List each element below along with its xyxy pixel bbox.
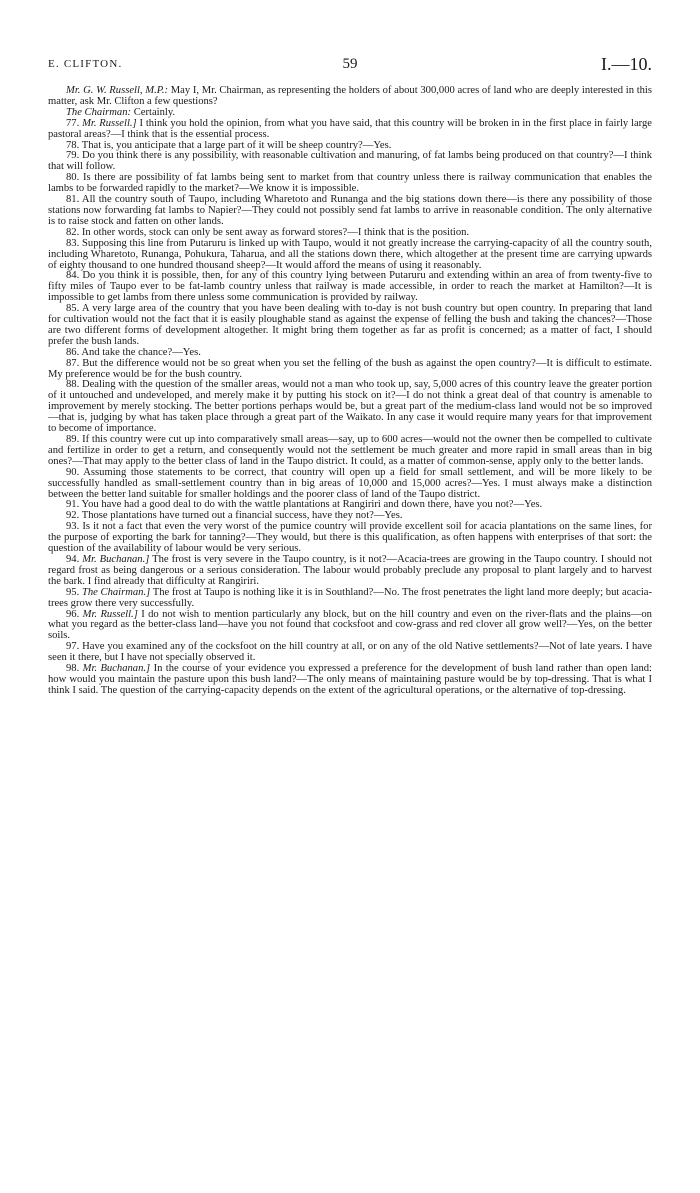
transcript-paragraph <box>48 151 652 173</box>
speaker-name: Mr. G. W. Russell, M.P.: <box>66 85 169 96</box>
question-number: 79. <box>66 150 80 162</box>
transcript-paragraph <box>48 271 652 304</box>
transcript-paragraph <box>48 86 652 108</box>
speaker-name: The Chairman.] <box>81 586 151 598</box>
question-number: 86. <box>66 346 80 358</box>
document-reference: I.—10. <box>601 54 652 74</box>
paragraph-text: The frost at Taupo is nothing like it is in Southland?—No. The frost penetrates the light land more deeply; but acacia-trees grow there very successfully. <box>48 586 652 609</box>
question-number: 85. <box>66 303 80 315</box>
paragraph-text: The frost is very severe in the Taupo country, is it not?—Acacia-trees are growing in the Taupo country. I should not regard frost as being dangerous or a serious consideration. The labour would probably preclude any proposal to plant largely and to harvest the bark. I find already that difficulty at Rangiriri. <box>48 553 653 587</box>
paragraph-text: And take the chance?—Yes. <box>81 346 201 358</box>
question-number: 91. <box>66 499 80 511</box>
paragraph-text: But the difference would not be so great when you set the felling of the bush as against the open country?—It is difficult to estimate. My preference would be for the bush country. <box>48 357 652 380</box>
transcript-paragraph <box>48 173 652 195</box>
transcript-paragraph <box>48 195 652 228</box>
question-number: 77. <box>66 117 80 129</box>
question-number: 83. <box>66 237 80 249</box>
transcript-paragraph <box>48 664 652 697</box>
transcript-paragraph <box>48 588 652 610</box>
question-number: 89. <box>66 434 80 445</box>
paragraph-text: Is there are possibility of fat lambs being sent to market from that country unless there is railway communication that enables the lambs to be forwarded rapidly to the market?—We know it is impossible. <box>48 172 652 195</box>
paragraph-text: May I, Mr. Chairman, as representing the holders of about 300,000 acres of land who are deeply interested in this matter, ask Mr. Clifton a few questions? <box>48 85 652 107</box>
paragraph-text: I do not wish to mention particularly any block, but on the hill country and even on the river-flats and the plains—on what you regard as the better-class land—have you not found that cocksfoot and cow-grass and red clover all grow well?—Yes, on the better soils. <box>48 608 652 642</box>
paragraph-text: You have had a good deal to do with the wattle plantations at Rangiriri and down there, have you not?—Yes. <box>81 499 543 511</box>
paragraph-text: Have you examined any of the cocksfoot on the hill country at all, or on any of the old Native settlements?—Not of late years. I have seen it there, but I have not specially observed it. <box>48 641 653 664</box>
question-number: 88. <box>66 379 80 391</box>
speaker-name: Mr. Buchanan.] <box>82 553 150 565</box>
question-number: 95. <box>66 586 80 598</box>
speaker-name: Mr. Russell.] <box>82 117 137 129</box>
speaker-name: Mr. Buchanan.] <box>82 663 151 675</box>
paragraph-text: In the course of your evidence you expressed a preference for the development of bush land rather than open land: how would you maintain the pasture upon this bush land?—The only means of maintaining pasture would be by top-dressing. That is what I think I said. The question of the carrying-capacity depends on the extent of the agricultural operations, or the alternative of top-dressing. <box>48 663 652 696</box>
question-number: 93. <box>66 521 80 533</box>
paragraph-text: A very large area of the country that you have been dealing with to-day is not bush country but open country. In preparing that land for cultivation would not the fact that it is easily ploughable stand as against the expense of felling the bush and taking the chances?—Those are two different forms of development altogether. It might bring them together as far as profit is concerned; as a matter of fact, I should prefer the bush lands. <box>48 303 652 347</box>
transcript-paragraph <box>48 642 652 664</box>
question-number: 80. <box>66 172 80 184</box>
transcript-body <box>48 86 652 697</box>
running-header <box>48 56 652 80</box>
question-number: 81. <box>66 194 80 206</box>
paragraph-text: Is it not a fact that even the very worst of the pumice country will provide excellent soil for acacia plantations on the same lines, for the purpose of exporting the bark for tanning?—They would, but there is this qualification, as often happens with enterprises of that sort: the question of the availability of labour would be very serious. <box>48 521 652 555</box>
speaker-name: Mr. Russell.] <box>82 608 138 620</box>
paragraph-text: Do you think there is any possibility, with reasonable cultivation and manuring, of fat lambs being produced on that country?—I think that will follow. <box>48 150 653 173</box>
question-number: 87. <box>66 357 80 369</box>
paragraph-text: Dealing with the question of the smaller areas, would not a man who took up, say, 5,000 acres of this country leave the greater portion of it untouched and undeveloped, and merely make it by putting his stock on it?—I do not think a great deal of that country is amenable to improvement by merely stocking. The better portions perhaps would be, but a great part of the medium-class land would not be so improved—that is, judging by what has taken place through a great part of the Waikato. In any case it would require many years for that improvement to become of importance. <box>48 379 652 435</box>
paragraph-text: Those plantations have turned out a financial success, have they not?—Yes. <box>81 510 403 522</box>
question-number: 98. <box>66 663 80 675</box>
transcript-paragraph <box>48 119 652 141</box>
paragraph-text: Supposing this line from Putaruru is linked up with Taupo, would it not greatly increase the carrying-capacity of all the country south, including Wharetoto, Runanga, Pohukura, Taharua, and all the stations down there, which altogether at the present time are carrying upwards of eighty thousand to one hundred thousand sheep?—It would afford the means of using it reasonably. <box>48 237 652 271</box>
transcript-paragraph <box>48 610 652 643</box>
speaker-name: The Chairman: <box>66 106 132 118</box>
transcript-paragraph <box>48 380 652 435</box>
question-number: 84. <box>66 270 80 282</box>
transcript-paragraph <box>48 522 652 555</box>
paragraph-text: I think you hold the opinion, from what you have said, that this country will be broken in in the first place in fairly large pastoral areas?—I think that is the essential process. <box>48 117 652 140</box>
transcript-paragraph <box>48 304 652 348</box>
paragraph-text: All the country south of Taupo, including Wharetoto and Runanga and the big stations down there—is there any possibility of those stations now forwarding fat lambs to Napier?—They could not possibly send fat lambs to arrive in reasonable condition. The only alternative is to raise stock and fatten on other lands. <box>48 194 652 227</box>
question-number: 82. <box>66 226 80 238</box>
header-witness-name: E. CLIFTON. <box>48 58 123 70</box>
question-number: 78. <box>66 139 80 151</box>
paragraph-text: In other words, stock can only be sent away as forward stores?—I think that is the position. <box>81 226 470 238</box>
page-number: 59 <box>342 56 358 72</box>
paragraph-text: Certainly. <box>133 106 176 118</box>
transcript-paragraph <box>48 555 652 588</box>
paragraph-text: Assuming those statements to be correct, that country will open up a field for small settlement, and will be more likely to be successfully handled as small-settlement country than in big areas of 10,000 and 15,000 acres?—Yes. I must always make a distinction between the better land suitable for smaller holdings and the poorer class of land of the Taupo district. <box>48 466 652 500</box>
question-number: 92. <box>66 510 80 522</box>
paragraph-text: That is, you anticipate that a large part of it will be sheep country?—Yes. <box>81 139 392 151</box>
question-number: 94. <box>66 553 80 565</box>
transcript-paragraph <box>48 239 652 272</box>
question-number: 97. <box>66 641 80 653</box>
question-number: 90. <box>66 466 80 478</box>
transcript-paragraph <box>48 359 652 381</box>
transcript-paragraph <box>48 468 652 501</box>
question-number: 96. <box>66 608 80 620</box>
paragraph-text: Do you think it is possible, then, for any of this country lying between Putaruru and extending within an area of from twenty-five to fifty miles of Taupo ever to be fat-lamb country unless that railway is made accessible, in order to reach the market at Hamilton?—It is impossible to get lambs from there unless some communication is provided by railway. <box>48 270 652 304</box>
transcript-paragraph <box>48 435 652 468</box>
paragraph-text: If this country were cut up into comparatively small areas—say, up to 600 acres—would not the owner then be compelled to cultivate and fertilize in order to get a return, and consequently would not the settlement be much greater and more rapid in small areas than in big ones?—That may apply to the better class of land in the Taupo district. It could, as a matter of common-sense, apply only to the better lands. <box>48 434 652 467</box>
